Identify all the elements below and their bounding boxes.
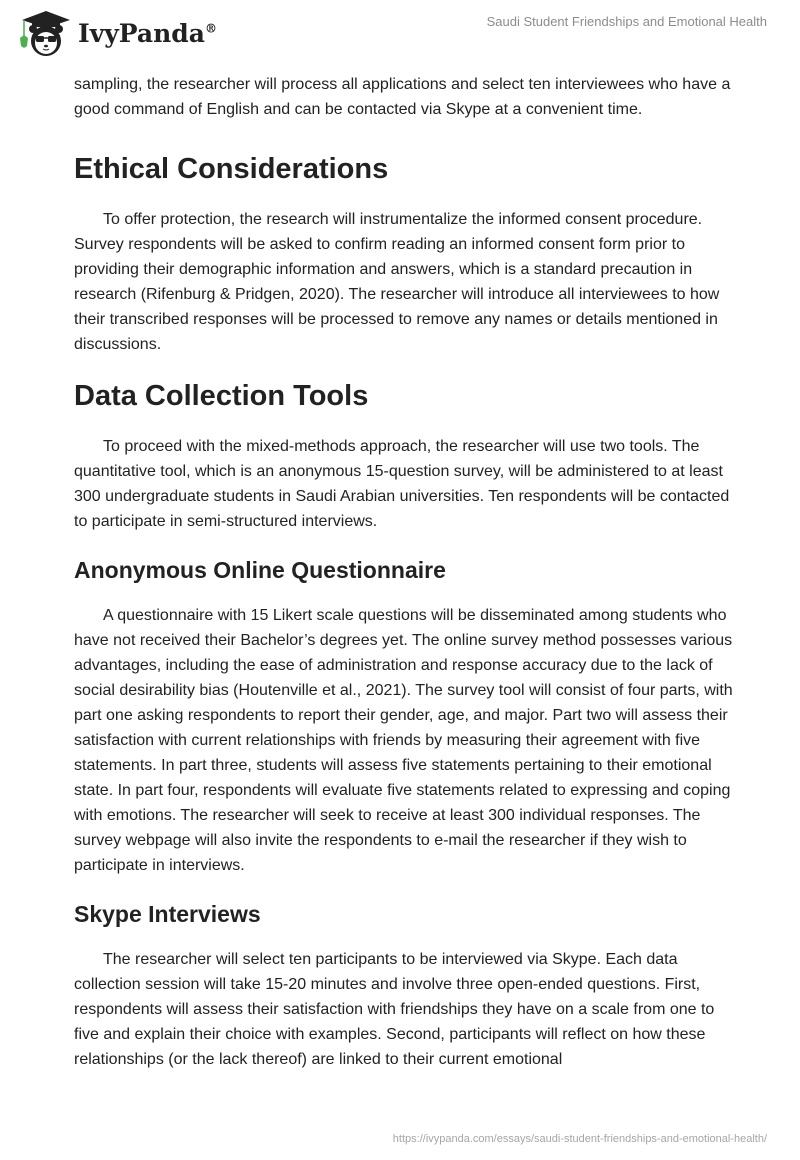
paragraph-anonymous-online-questionnaire: A questionnaire with 15 Likert scale questions will be disseminated among students who have not received their Bachelor’s degrees yet. The online survey method possesses various advantages, including the ease of administration and response accuracy due to the lack of social desirability bias (Houtenville et al., 2021). The survey tool will consist of four parts, with part one asking respondents to report their gender, age, and major. Part two will assess their satisfaction with current relationships with friends by measuring their agreement with five statements. In part three, students will assess five statements pertaining to their emotional state. In part four, respondents will evaluate five statements related to expressing and coping with emotions. The researcher will seek to receive at least 300 individual responses. The survey webpage will also invite the respondents to e-mail the researcher if they wish to participate in interviews. (74, 607, 733, 874)
heading-data-collection-tools: Data Collection Tools (74, 380, 369, 412)
intro-paragraph: sampling, the researcher will process all applications and select ten interviewees who have a good command of English and can be contacted via Skype at a convenient time. (74, 76, 731, 118)
essay-content (74, 72, 734, 1072)
page-header (0, 0, 800, 64)
paragraph-ethical-considerations: To offer protection, the research will instrumentalize the informed consent procedure. Survey respondents will be asked to confirm reading an informed consent form prior to providing their demographic information and answers, which is a standard precaution in research (Rifenburg & Pridgen, 2020). The researcher will introduce all interviewees to how their transcribed responses will be processed to remove any names or details mentioned in discussions. (74, 211, 720, 353)
registered-mark: ® (204, 21, 217, 36)
heading-anonymous-online-questionnaire: Anonymous Online Questionnaire (74, 557, 446, 583)
heading-ethical-considerations: Ethical Considerations (74, 153, 389, 185)
brand-name: IvyPanda® (78, 18, 217, 48)
panda-graduate-icon (16, 8, 72, 58)
source-url-link[interactable]: https://ivypanda.com/essays/saudi-student-friendships-and-emotional-health/ (392, 1133, 767, 1145)
document-title: Saudi Student Friendships and Emotional Health (486, 14, 767, 29)
ivypanda-logo[interactable] (16, 8, 217, 58)
paragraph-data-collection-tools: To proceed with the mixed-methods approach, the researcher will use two tools. The quantitative tool, which is an anonymous 15-question survey, will be administered to at least 300 undergraduate students in Saudi Arabian universities. Ten respondents will be contacted to participate in semi-structured interviews. (74, 438, 730, 530)
paragraph-skype-interviews: The researcher will select ten participants to be interviewed via Skype. Each data collection session will take 15-20 minutes and involve three open-ended questions. First, respondents will assess their satisfaction with friendships they have on a scale from one to five and explain their choice with examples. Second, participants will reflect on how these relationships (or the lack thereof) are linked to their current emotional (74, 951, 715, 1068)
heading-skype-interviews: Skype Interviews (74, 901, 261, 927)
